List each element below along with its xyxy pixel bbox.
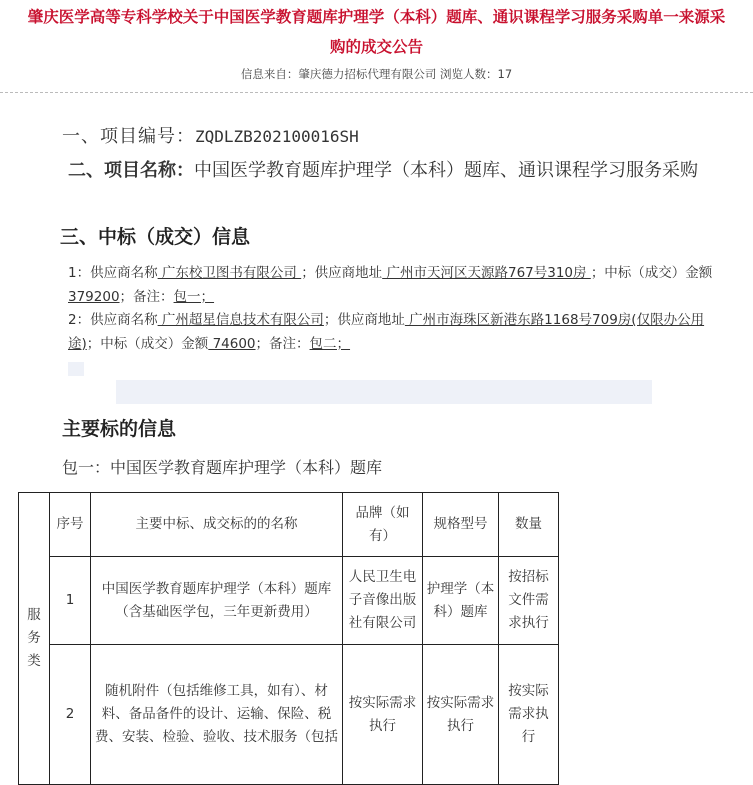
row-2-seq: 2 xyxy=(50,645,91,785)
table-row xyxy=(19,645,559,785)
main-info-heading: 主要标的信息 xyxy=(62,418,177,440)
supplier-address-label: ；供应商地址 xyxy=(301,265,383,281)
supplier-name-label: 1：供应商名称 xyxy=(68,265,158,281)
row-2-name: 随机附件（包括维修工具，如有）、材料、备品备件的设计、运输、保险、税费、安装、检验、验收、技术服务（包括 xyxy=(91,645,343,785)
supplier-address-label: ；供应商地址 xyxy=(323,312,405,328)
header-seq: 序号 xyxy=(50,493,91,557)
row-2-brand: 按实际需求执行 xyxy=(343,645,423,785)
amount-label: ；中标（成交）金额 xyxy=(590,265,713,281)
header-name: 主要中标、成交标的的名称 xyxy=(91,493,343,557)
project-number-heading xyxy=(62,122,359,148)
row-2-spec: 按实际需求执行 xyxy=(423,645,499,785)
announcement-title xyxy=(0,2,753,62)
award-info-heading: 三、中标（成交）信息 xyxy=(60,226,251,248)
title-line-2: 购的成交公告 xyxy=(329,38,423,56)
row-1-brand: 人民卫生电子音像出版社有限公司 xyxy=(343,557,423,645)
row-1-spec: 护理学（本科）题库 xyxy=(423,557,499,645)
category-cell: 服务类 xyxy=(19,493,50,785)
project-number-label: 一、项目编号： xyxy=(62,126,195,147)
supplier-2-address: 广州市海珠区新港东路1168号709房(仅限办公用途) xyxy=(68,312,705,352)
supplier-1-address: 广州市天河区天源路767号310房 xyxy=(382,265,591,281)
package-heading: 包一：中国医学教育题库护理学（本科）题库 xyxy=(62,458,383,477)
row-2-qty: 按实际需求执行 xyxy=(499,645,559,785)
supplier-name-label: 2：供应商名称 xyxy=(68,312,158,328)
title-line-1: 肇庆医学高等专科学校关于中国医学教育题库护理学（本科）题库、通识课程学习服务采购单一来源采 xyxy=(27,8,726,26)
header-spec: 规格型号 xyxy=(423,493,499,557)
supplier-2 xyxy=(68,309,718,356)
header-brand: 品牌（如有） xyxy=(343,493,423,557)
supplier-1-name: 广东校卫图书有限公司 xyxy=(157,265,302,281)
supplier-1-note: 包一； xyxy=(173,288,215,305)
amount-label: ；中标（成交）金额 xyxy=(86,335,209,352)
supplier-2-name: 广州超星信息技术有限公司 xyxy=(157,312,324,328)
supplier-1 xyxy=(68,262,718,309)
project-name-label: 二、项目名称： xyxy=(68,160,194,181)
award-table xyxy=(18,492,559,785)
source-info: 信息来自：肇庆德力招标代理有限公司 浏览人数：17 xyxy=(240,67,513,81)
supplier-2-note: 包二； xyxy=(309,335,351,352)
supplier-1-amount: 379200 xyxy=(68,288,120,305)
header-qty: 数量 xyxy=(499,493,559,557)
supplier-list xyxy=(68,262,718,356)
project-name-value: 中国医学教育题库护理学（本科）题库、通识课程学习服务采购 xyxy=(194,160,698,181)
highlight-block xyxy=(68,362,84,376)
highlight-bar xyxy=(116,380,652,404)
divider xyxy=(0,92,753,93)
table-header-row xyxy=(19,493,559,557)
note-label: ；备注： xyxy=(255,335,310,352)
project-name-heading xyxy=(68,158,748,184)
row-1-name: 中国医学教育题库护理学（本科）题库（含基础医学包，三年更新费用） xyxy=(91,557,343,645)
note-label: ；备注： xyxy=(119,288,174,305)
supplier-2-amount: 74600 xyxy=(208,335,256,352)
table-row xyxy=(19,557,559,645)
project-number-value: ZQDLZB202100016SH xyxy=(195,127,359,146)
row-1-qty: 按招标文件需求执行 xyxy=(499,557,559,645)
row-1-seq: 1 xyxy=(50,557,91,645)
